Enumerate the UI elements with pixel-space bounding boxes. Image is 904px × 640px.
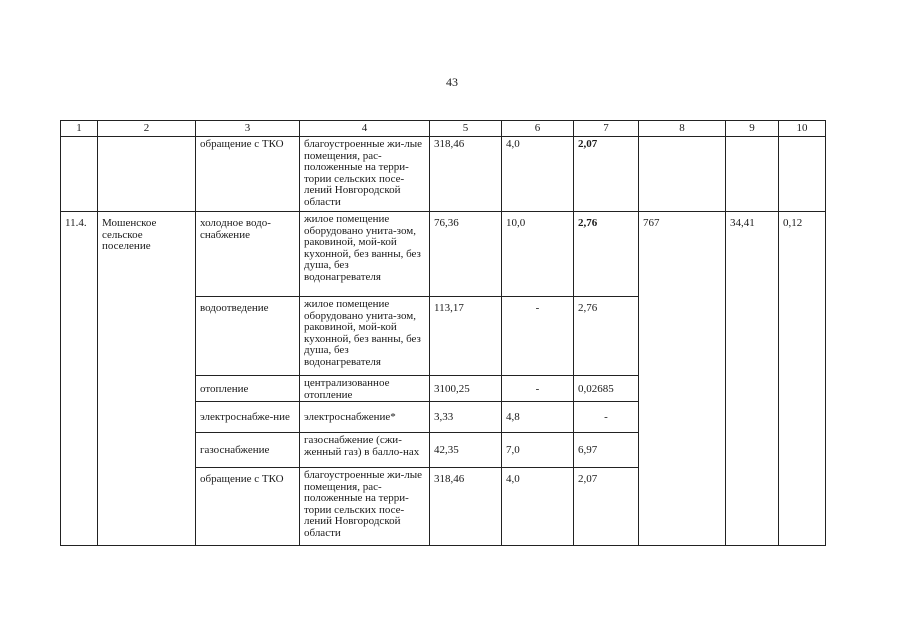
header-cell: 8 <box>639 121 726 137</box>
col10-cell <box>779 137 826 212</box>
col8-cell <box>639 137 726 212</box>
header-cell: 1 <box>61 121 98 137</box>
col5-cell: 318,46 <box>430 468 502 546</box>
col7-cell: - <box>574 402 639 433</box>
service-cell: обращение с ТКО <box>196 137 300 212</box>
col9-cell: 34,41 <box>726 212 779 546</box>
col5-cell: 113,17 <box>430 297 502 376</box>
header-cell: 7 <box>574 121 639 137</box>
row-number-cell <box>61 137 98 212</box>
col6-cell: 10,0 <box>502 212 574 297</box>
col9-cell <box>726 137 779 212</box>
table-row <box>61 212 826 297</box>
description-cell: централизованное отопление <box>300 376 430 402</box>
table-row <box>61 137 826 212</box>
settlement-cell <box>98 137 196 212</box>
service-cell: обращение с ТКО <box>196 468 300 546</box>
col7-cell: 2,07 <box>574 137 639 212</box>
service-cell: отопление <box>196 376 300 402</box>
col5-cell: 3100,25 <box>430 376 502 402</box>
col5-cell: 3,33 <box>430 402 502 433</box>
description-cell: благоустроенные жи-лые помещения, рас-положенные на терри-тории сельских посе-лений Новгородской области <box>300 137 430 212</box>
col5-cell: 42,35 <box>430 433 502 468</box>
header-cell: 3 <box>196 121 300 137</box>
description-cell: электроснабжение* <box>300 402 430 433</box>
header-cell: 10 <box>779 121 826 137</box>
service-cell: газоснабжение <box>196 433 300 468</box>
header-cell: 6 <box>502 121 574 137</box>
header-cell: 9 <box>726 121 779 137</box>
col6-cell: 7,0 <box>502 433 574 468</box>
col10-cell: 0,12 <box>779 212 826 546</box>
col7-cell: 2,76 <box>574 212 639 297</box>
col6-cell: - <box>502 376 574 402</box>
service-cell: водоотведение <box>196 297 300 376</box>
col7-cell: 6,97 <box>574 433 639 468</box>
header-cell: 4 <box>300 121 430 137</box>
col5-cell: 318,46 <box>430 137 502 212</box>
col6-cell: 4,0 <box>502 468 574 546</box>
settlement-cell: Мошенское сельское поселение <box>98 212 196 546</box>
service-cell: электроснабже-ние <box>196 402 300 433</box>
col7-cell: 2,76 <box>574 297 639 376</box>
col7-cell: 2,07 <box>574 468 639 546</box>
header-row <box>61 121 826 137</box>
tariff-table <box>60 120 826 546</box>
col5-cell: 76,36 <box>430 212 502 297</box>
description-cell: газоснабжение (сжи-женный газ) в балло-нах <box>300 433 430 468</box>
col8-cell: 767 <box>639 212 726 546</box>
header-cell: 2 <box>98 121 196 137</box>
col6-cell: 4,8 <box>502 402 574 433</box>
col7-cell: 0,02685 <box>574 376 639 402</box>
page-number: 43 <box>446 75 458 89</box>
row-number-cell: 11.4. <box>61 212 98 546</box>
col6-cell: 4,0 <box>502 137 574 212</box>
description-cell: благоустроенные жи-лые помещения, рас-положенные на терри-тории сельских посе-лений Новгородской области <box>300 468 430 546</box>
description-cell: жилое помещение оборудовано унита-зом, раковиной, мой-кой кухонной, без ванны, без душа, без водонагревателя <box>300 212 430 297</box>
description-cell: жилое помещение оборудовано унита-зом, раковиной, мой-кой кухонной, без ванны, без душа, без водонагревателя <box>300 297 430 376</box>
col6-cell: - <box>502 297 574 376</box>
service-cell: холодное водо-снабжение <box>196 212 300 297</box>
header-cell: 5 <box>430 121 502 137</box>
